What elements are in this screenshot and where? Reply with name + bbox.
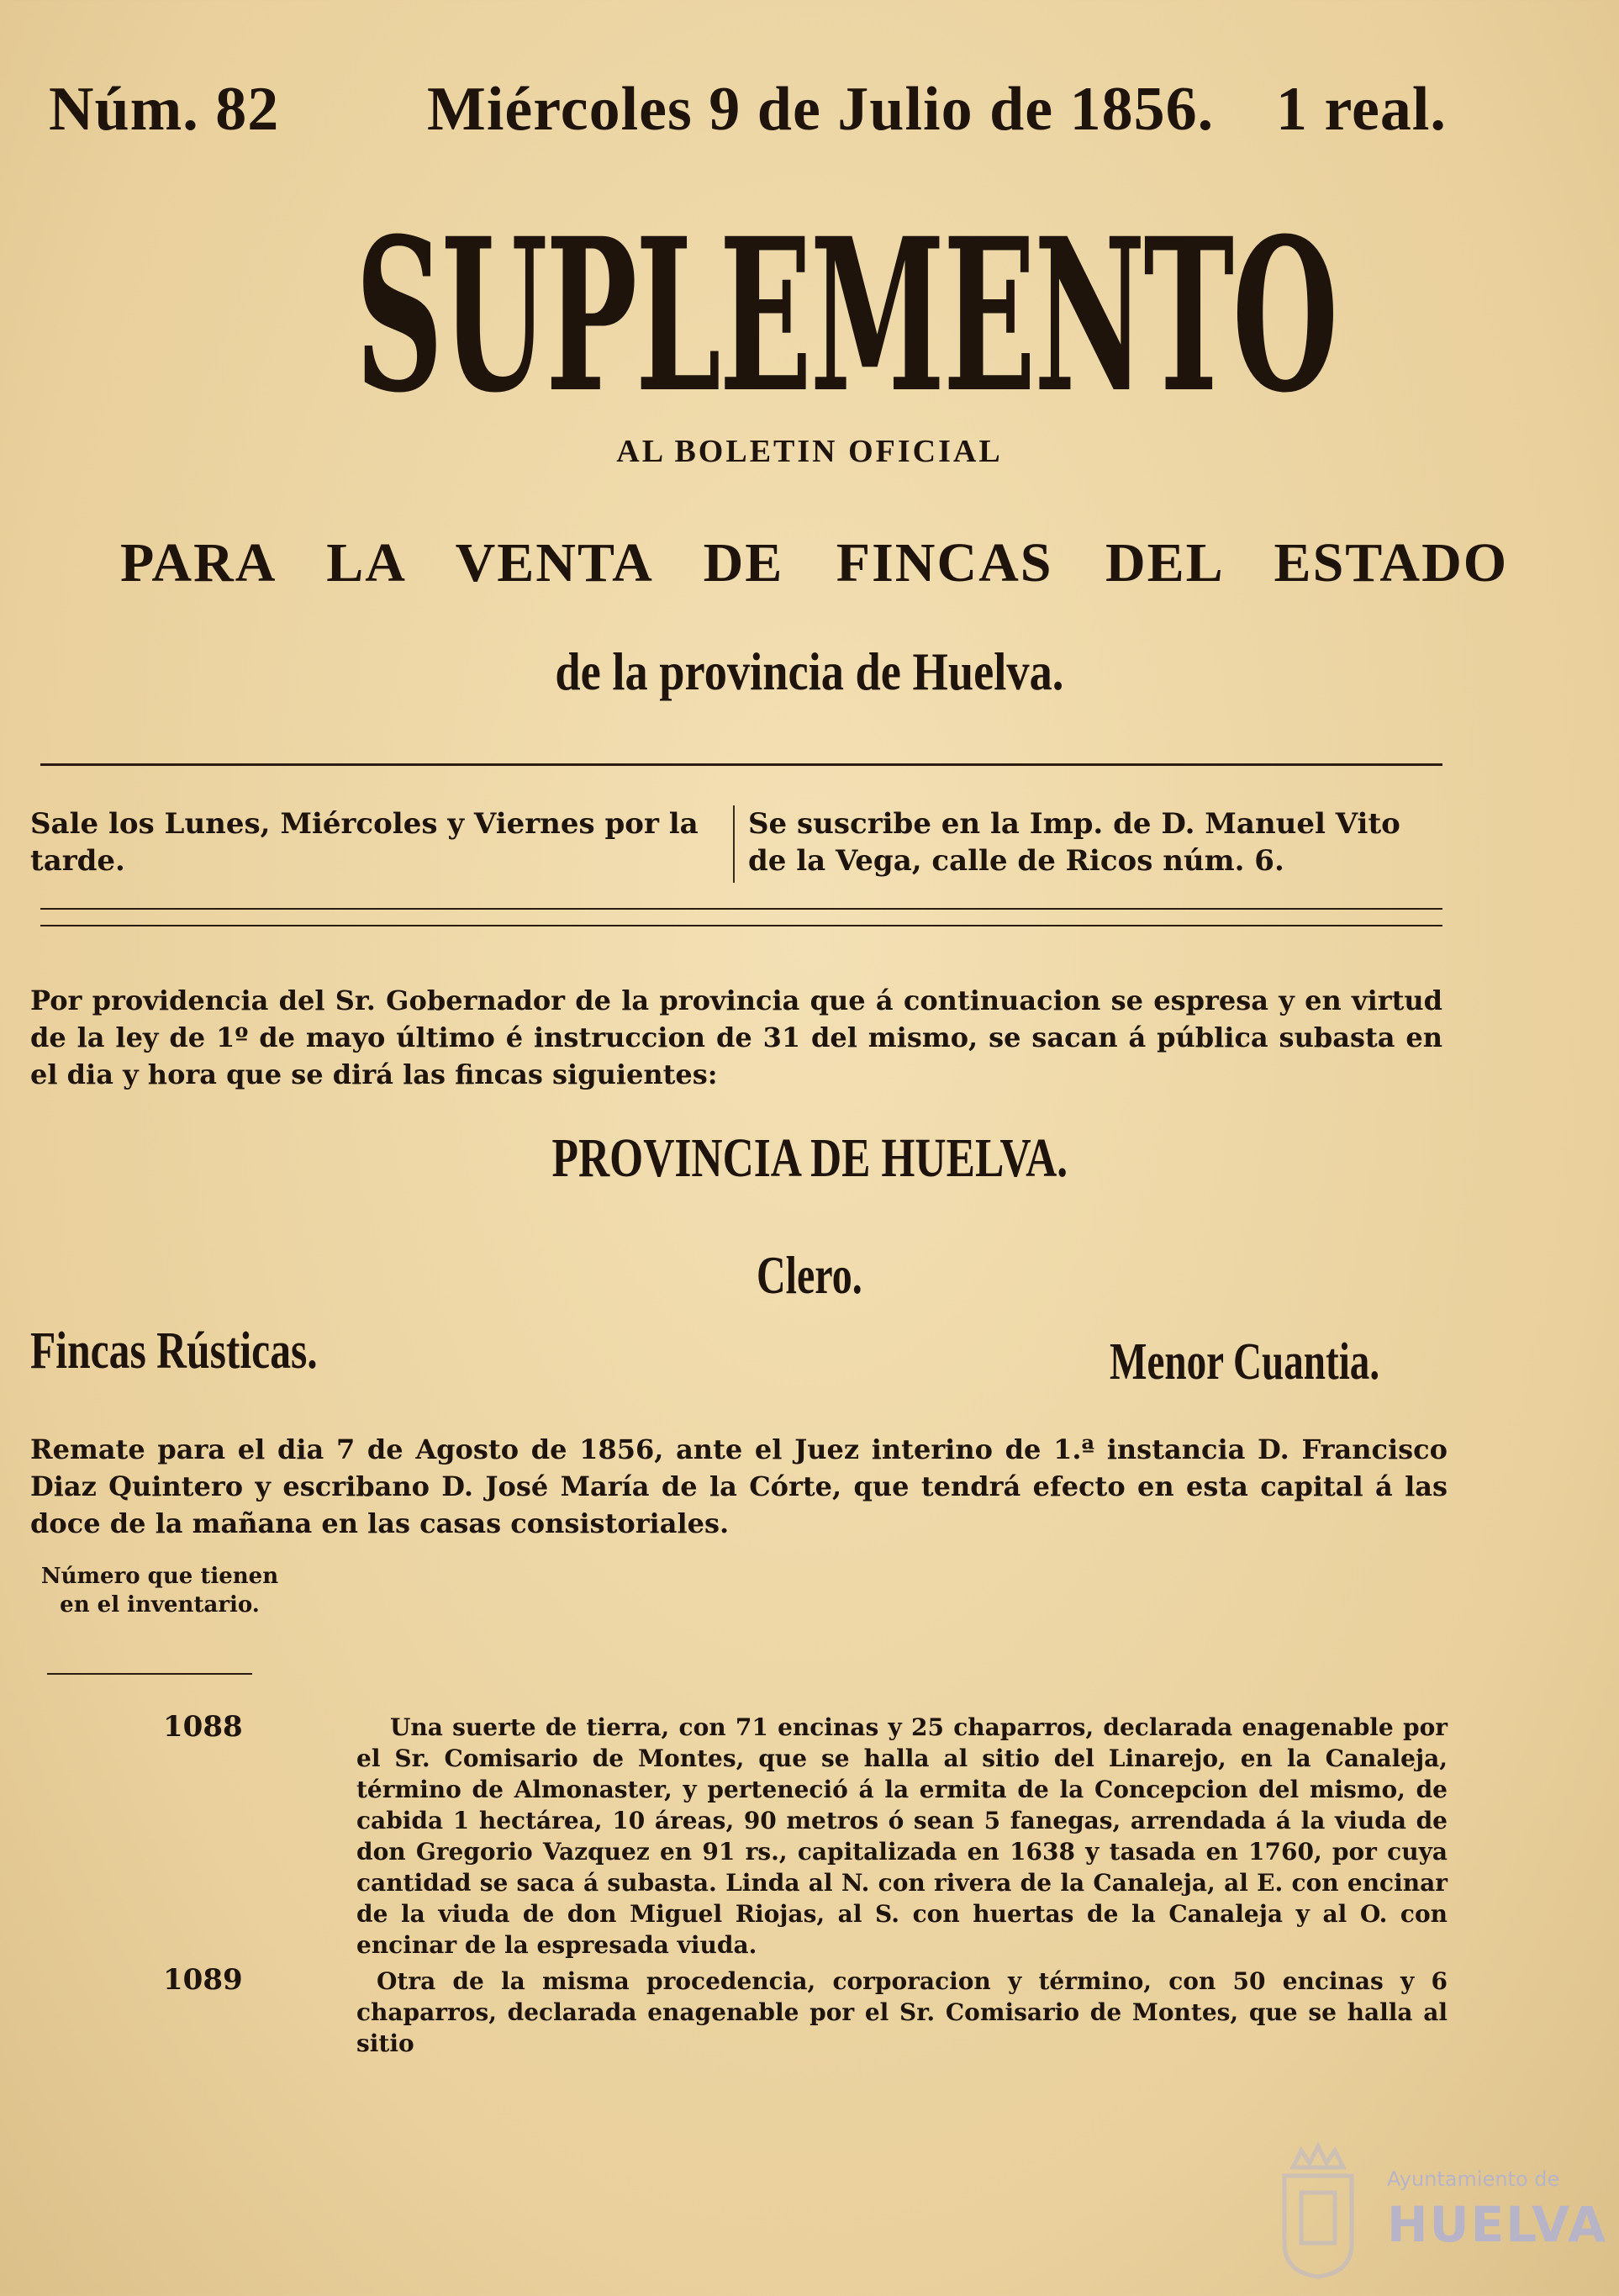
column-header-rule: [47, 1673, 252, 1675]
subtitle-venta: PARA LA VENTA DE FINCAS DEL ESTADO: [120, 532, 1509, 594]
province-heading-text: PROVINCIA DE HUELVA.: [551, 1127, 1068, 1189]
menor-cuantia-heading-text: Menor Cuantia.: [1110, 1333, 1380, 1391]
issue-number: Núm. 82: [49, 75, 280, 144]
entry-number: 1088: [163, 1710, 243, 1744]
clero-heading: [0, 1244, 1619, 1306]
entry-text: Una suerte de tierra, con 71 encinas y 25 chaparros, declarada enagenable por el Sr. Comisario de Montes, que se halla al sitio del Linarejo, en la Canaleja, término de Almonaster, y perteneció á la ermita de la Concepcion del mismo, de cabida 1 hectárea, 10 áreas, 90 metros ó sean 5 fanegas, arrendada á la viuda de don Gregorio Vazquez en 91 rs., capitalizada en 1638 y tasada en 1760, por cuya cantidad se saca á subasta. Linda al N. con rivera de la Canaleja, al E. con encinar de la viuda de don Miguel Riojas, al S. con huertas de la Canaleja y al O. con encinar de la espresada viuda.: [356, 1713, 1448, 1959]
watermark-line2: HUELVA: [1387, 2196, 1608, 2253]
issue-price: 1 real.: [1276, 75, 1447, 144]
divider-top: [40, 763, 1442, 766]
clero-heading-text: Clero.: [757, 1245, 862, 1305]
entry-number: 1089: [163, 1963, 243, 1997]
remate-paragraph: Remate para el dia 7 de Agosto de 1856, ante el Juez interino de 1.ª instancia D. Francisco Diaz Quintero y escribano D. José María de la Córte, que tendrá efecto en esta capital á las doce de la mañana en las casas consistoriales.: [30, 1433, 1448, 1539]
subtitle-boletin: AL BOLETIN OFICIAL: [616, 434, 1003, 469]
province-heading: [0, 1127, 1619, 1190]
publication-schedule: Sale los Lunes, Miércoles y Viernes por la tarde.: [30, 807, 699, 878]
entry-text: Otra de la misma procedencia, corporacion y término, con 50 encinas y 6 chaparros, declarada enagenable por el Sr. Comisario de Montes, que se halla al sitio: [356, 1967, 1448, 2057]
page-title: [0, 192, 1619, 439]
menor-cuantia-heading: [1110, 1333, 1465, 1392]
fincas-heading: [30, 1322, 389, 1381]
issue-date: Miércoles 9 de Julio de 1856.: [427, 75, 1215, 144]
info-divider: [733, 805, 735, 883]
watermark-line1: Ayuntamiento de: [1387, 2167, 1560, 2191]
intro-paragraph: Por providencia del Sr. Gobernador de la provincia que á continuacion se espresa y en virtud de la ley de 1º de mayo último é instruccion de 31 del mismo, se sacan á pública subasta en el dia y hora que se dirá las fincas siguientes:: [30, 984, 1442, 1090]
page-title-text: SUPLEMENTO: [355, 192, 1337, 439]
divider-bottom-2: [40, 925, 1442, 926]
subtitle-provincia-text: de la provincia de Huelva.: [555, 641, 1064, 701]
divider-bottom: [40, 908, 1442, 910]
subscription-info: Se suscribe en la Imp. de D. Manuel Vito de la Vega, calle de Ricos núm. 6.: [748, 807, 1400, 878]
fincas-heading-text: Fincas Rústicas.: [30, 1322, 318, 1380]
subtitle-provincia: [0, 641, 1619, 703]
inventory-column-header: Número que tienen en el inventario.: [40, 1564, 279, 1618]
